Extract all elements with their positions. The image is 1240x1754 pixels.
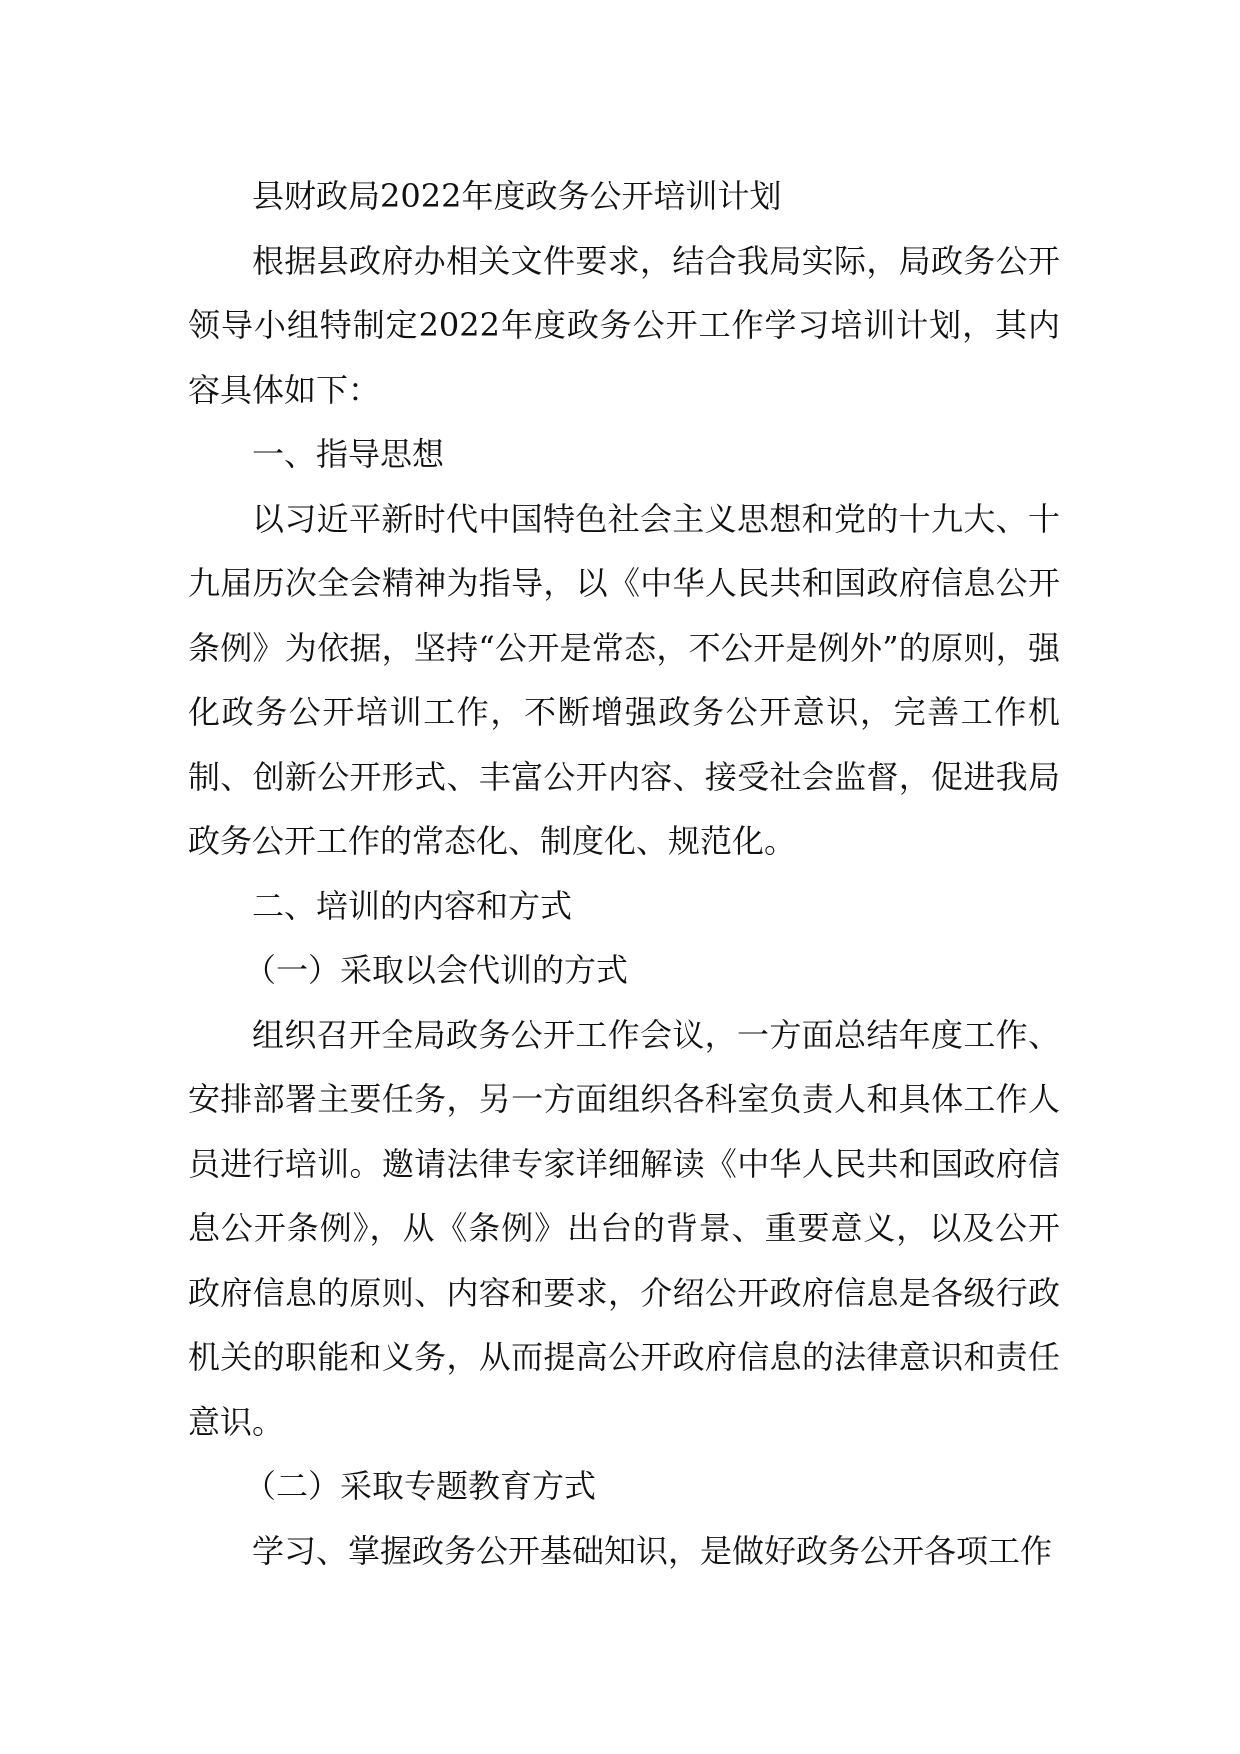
section-1-heading: 一、指导思想	[252, 435, 445, 473]
subsection-2-heading: （二）采取专题教育方式	[244, 1467, 597, 1505]
subsection-2-paragraph: 学习、掌握政务公开基础知识，是做好政务公开各项工作	[252, 1531, 1053, 1570]
subsection-1-paragraph: 组织召开全局政务公开工作会议，一方面总结年度工作、安排部署主要任务，另一方面组织各科室负责人和具体工作人员进行培训。邀请法律专家详细解读《中华人民共和国政府信息公开条例》，从《条例》出台的背景、重要意义，以及公开政府信息的原则、内容和要求，介绍公开政府信息是各级行政机关的职能和义务，从而提高公开政府信息的法律意识和责任意识。	[188, 1015, 1060, 1441]
subsection-1-heading: （一）采取以会代训的方式	[244, 951, 629, 989]
document-body	[188, 164, 1060, 1583]
section-1-paragraph: 以习近平新时代中国特色社会主义思想和党的十九大、十九届历次全会精神为指导，以《中华人民共和国政府信息公开条例》为依据，坚持“公开是常态，不公开是例外”的原则，强化政务公开培训工作，不断增强政务公开意识，完善工作机制、创新公开形式、丰富公开内容、接受社会监督，促进我局政务公开工作的常态化、制度化、规范化。	[188, 499, 1060, 860]
intro-paragraph: 根据县政府办相关文件要求，结合我局实际，局政务公开领导小组特制定2022年度政务公开工作学习培训计划，其内容具体如下：	[188, 241, 1060, 409]
section-2-heading: 二、培训的内容和方式	[252, 886, 573, 925]
document-title: 县财政局2022年度政务公开培训计划	[252, 177, 782, 215]
